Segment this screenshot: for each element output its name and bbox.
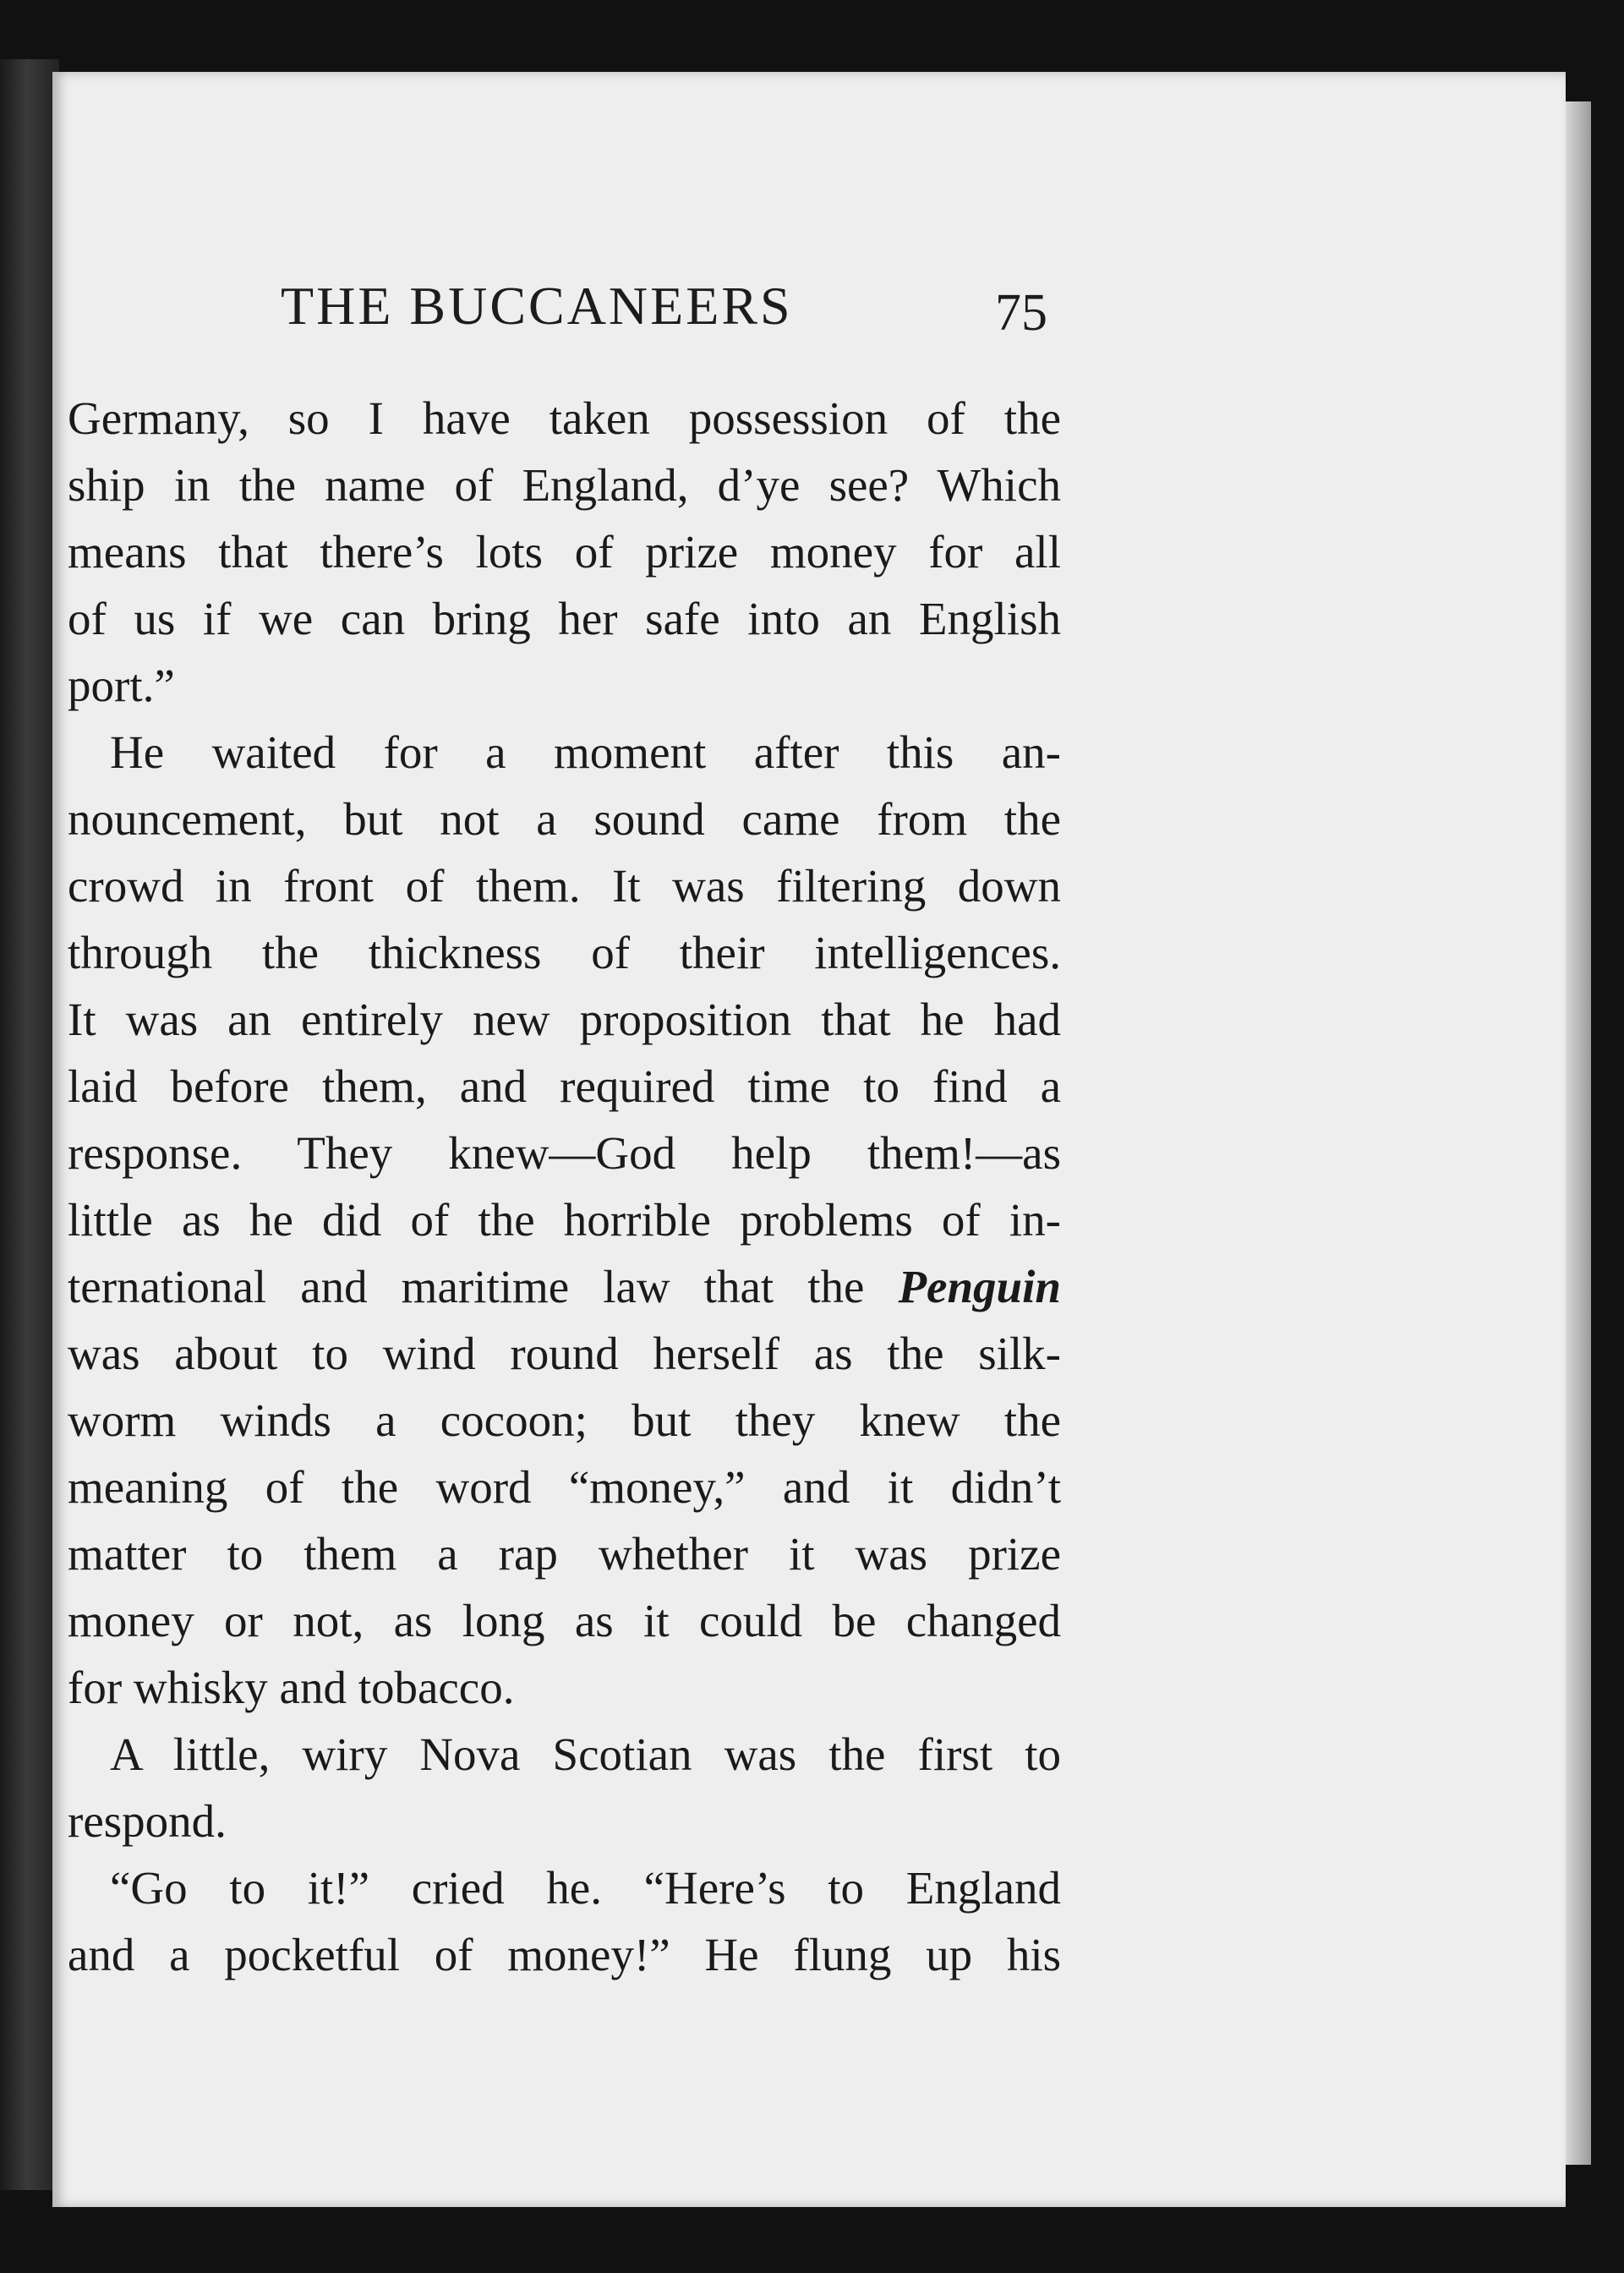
book-spine-shadow xyxy=(0,59,59,2190)
text-line: “Go to it!” cried he. “Here’s to England xyxy=(110,1862,1061,1914)
text-line: response. They knew—God help them!—as xyxy=(68,1127,1061,1179)
text-line: money or not, as long as it could be changed xyxy=(68,1595,1061,1646)
body-text xyxy=(68,385,1061,1988)
ship-name-italic: Penguin xyxy=(898,1261,1061,1312)
text-line: was about to wind round herself as the silk- xyxy=(68,1328,1061,1379)
text-line: laid before them, and required time to find a xyxy=(68,1060,1061,1112)
text-line: means that there’s lots of prize money for all xyxy=(68,526,1061,578)
text-line: respond. xyxy=(68,1795,227,1847)
text-line: port.” xyxy=(68,660,175,711)
page-sheet xyxy=(52,72,1566,2207)
text-line: little as he did of the horrible problems of in- xyxy=(68,1194,1061,1246)
text-line: worm winds a cocoon; but they knew the xyxy=(68,1394,1061,1446)
text-line: of us if we can bring her safe into an English xyxy=(68,593,1061,644)
text-line: for whisky and tobacco. xyxy=(68,1662,515,1713)
text-line: ship in the name of England, d’ye see? Which xyxy=(68,459,1061,511)
text-line: A little, wiry Nova Scotian was the first to xyxy=(110,1728,1061,1780)
text-line: matter to them a rap whether it was prize xyxy=(68,1528,1061,1580)
text-line: He waited for a moment after this an- xyxy=(110,726,1061,778)
text-line: and a pocketful of money!” He flung up his xyxy=(68,1929,1061,1980)
running-head-title: THE BUCCANEERS xyxy=(281,276,793,336)
text-line-with-ship-name xyxy=(68,1253,1061,1320)
text-line: It was an entirely new proposition that he had xyxy=(68,994,1061,1045)
page-number: 75 xyxy=(995,284,1047,342)
text-line-start: ternational and maritime law that the xyxy=(68,1261,899,1312)
text-line: meaning of the word “money,” and it didn’t xyxy=(68,1461,1061,1513)
running-head xyxy=(52,275,1566,342)
text-line: crowd in front of them. It was filtering down xyxy=(68,860,1061,912)
page-edge-shadow xyxy=(1566,101,1591,2165)
text-line: Germany, so I have taken possession of the xyxy=(68,392,1061,444)
text-line: through the thickness of their intelligences. xyxy=(68,927,1061,978)
text-line: nouncement, but not a sound came from the xyxy=(68,793,1061,845)
